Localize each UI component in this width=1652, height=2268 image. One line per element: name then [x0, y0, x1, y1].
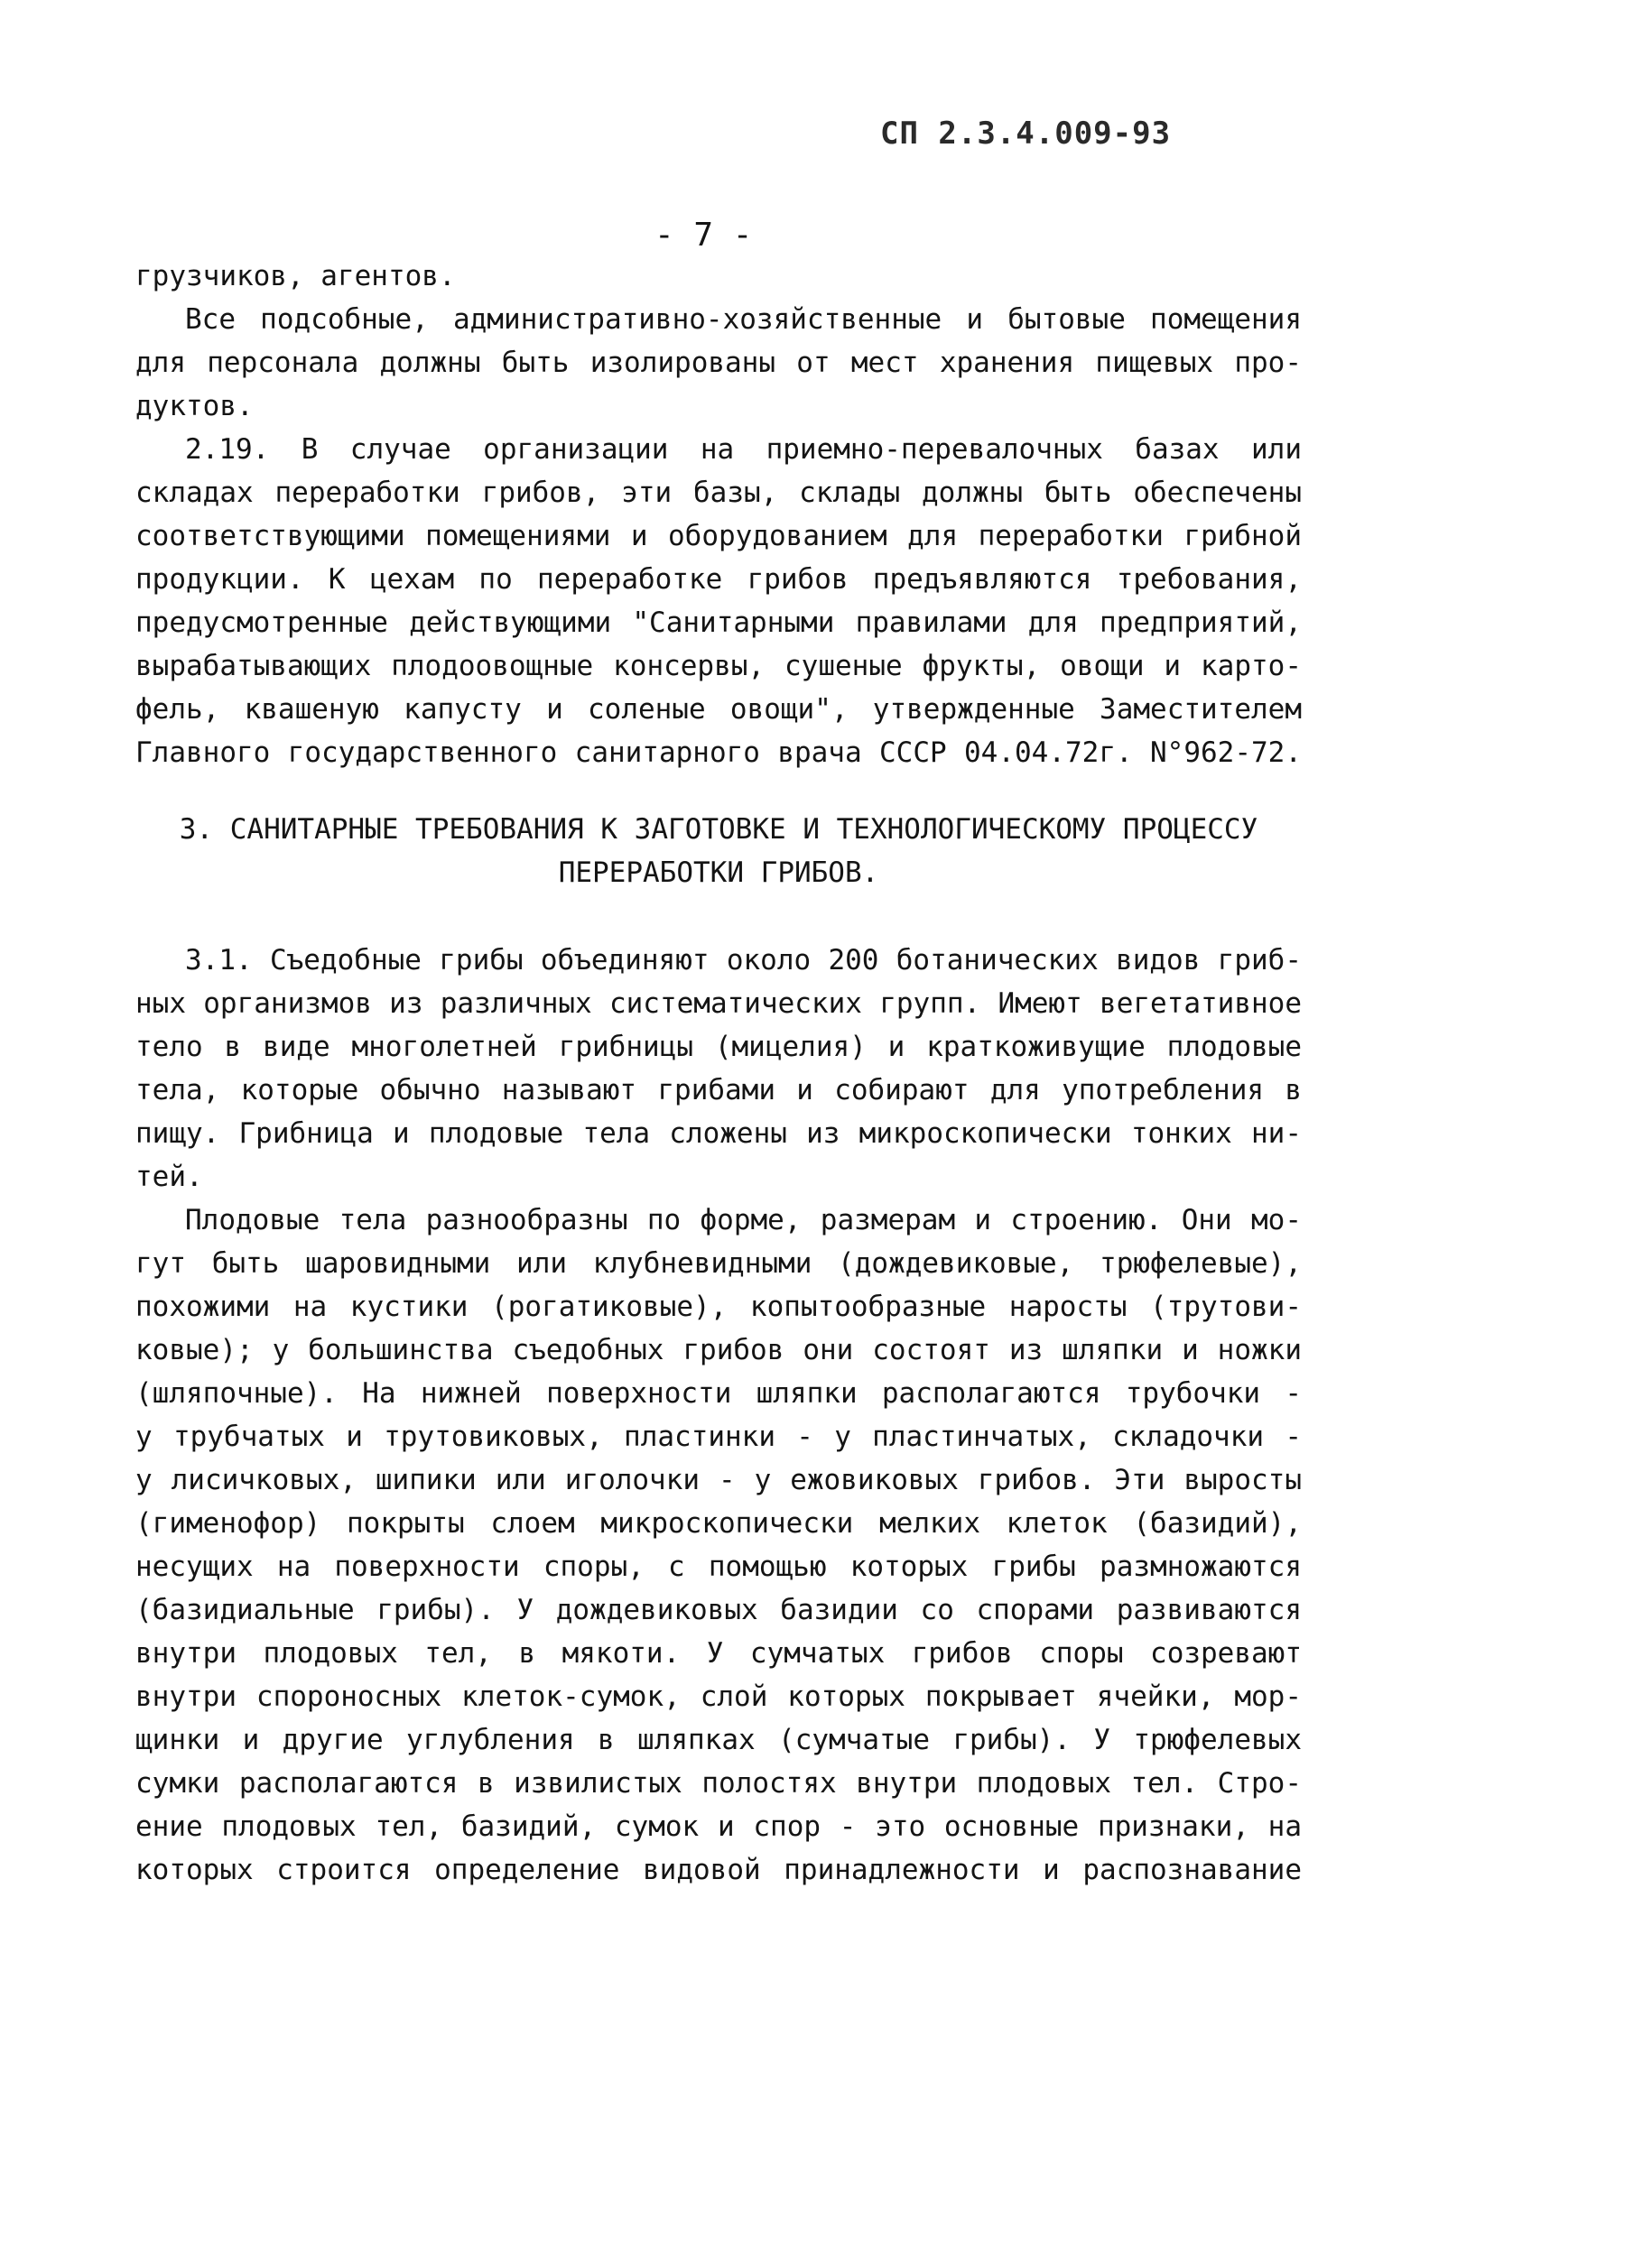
text-line: пищу. Грибница и плодовые тела сложены из микроскопически тонких ни-: [135, 1117, 1302, 1150]
text-line: фель, квашеную капусту и соленые овощи", утвержденные Заместителем: [135, 693, 1302, 726]
text-line: тей.: [135, 1161, 203, 1193]
text-line: у трубчатых и трутовиковых, пластинки - у пластинчатых, складочки -: [135, 1421, 1302, 1453]
text-line: (базидиальные грибы). У дождевиковых базидии со спорами развиваются: [135, 1594, 1302, 1626]
text-line: внутри спороносных клеток-сумок, слой которых покрывает ячейки, мор-: [135, 1680, 1302, 1713]
text-line: соответствующими помещениями и оборудованием для переработки грибной: [135, 520, 1302, 552]
text-line: ковые); у большинства съедобных грибов они состоят из шляпки и ножки: [135, 1334, 1302, 1366]
text-line: (шляпочные). На нижней поверхности шляпки располагаются трубочки -: [135, 1377, 1302, 1410]
text-line: похожими на кустики (рогатиковые), копытообразные наросты (трутови-: [135, 1291, 1302, 1323]
text-line: 3.1. Съедобные грибы объединяют около 200 ботанических видов гриб-: [185, 944, 1302, 977]
text-line: ных организмов из различных систематических групп. Имеют вегетативное: [135, 987, 1302, 1020]
text-line: вырабатывающих плодоовощные консервы, сушеные фрукты, овощи и карто-: [135, 650, 1302, 682]
text-line: 2.19. В случае организации на приемно-перевалочных базах или: [185, 433, 1302, 466]
text-line: складах переработки грибов, эти базы, склады должны быть обеспечены: [135, 477, 1302, 509]
text-line: ение плодовых тел, базидий, сумок и спор - это основные признаки, на: [135, 1810, 1302, 1843]
section-heading-continued: ПЕРЕРАБОТКИ ГРИБОВ.: [558, 856, 879, 889]
text-line: (гименофор) покрыты слоем микроскопически мелких клеток (базидий),: [135, 1507, 1302, 1540]
text-line: которых строится определение видовой принадлежности и распознавание: [135, 1854, 1302, 1886]
text-line: несущих на поверхности споры, с помощью которых грибы размножаются: [135, 1551, 1302, 1583]
text-line: дуктов.: [135, 390, 254, 422]
text-line: щинки и другие углубления в шляпках (сумчатые грибы). У трюфелевых: [135, 1724, 1302, 1756]
document-code: СП 2.3.4.009-93: [880, 116, 1172, 152]
text-line: предусмотренные действующими "Санитарными правилами для предприятий,: [135, 606, 1302, 639]
text-line: у лисичковых, шипики или иголочки - у ежовиковых грибов. Эти выросты: [135, 1464, 1302, 1496]
text-line: Плодовые тела разнообразны по форме, размерам и строению. Они мо-: [185, 1204, 1302, 1236]
page-number: - 7 -: [654, 217, 753, 254]
text-line: для персонала должны быть изолированы от мест хранения пищевых про-: [135, 347, 1302, 379]
section-heading: 3. САНИТАРНЫЕ ТРЕБОВАНИЯ К ЗАГОТОВКЕ И ТЕХНОЛОГИЧЕСКОМУ ПРОЦЕССУ: [179, 813, 1258, 846]
text-line: грузчиков, агентов.: [135, 260, 456, 292]
text-line: тело в виде многолетней грибницы (мицелия) и краткоживущие плодовые: [135, 1031, 1302, 1063]
text-line: сумки располагаются в извилистых полостях внутри плодовых тел. Стро-: [135, 1767, 1302, 1800]
text-line: тела, которые обычно называют грибами и собирают для употребления в: [135, 1074, 1302, 1106]
text-line: Главного государственного санитарного врача СССР 04.04.72г. N°962-72.: [135, 736, 1302, 769]
text-line: гут быть шаровидными или клубневидными (дождевиковые, трюфелевые),: [135, 1247, 1302, 1280]
text-line: Все подсобные, административно-хозяйственные и бытовые помещения: [185, 303, 1302, 336]
text-line: продукции. К цехам по переработке грибов предъявляются требования,: [135, 563, 1302, 596]
text-line: внутри плодовых тел, в мякоти. У сумчатых грибов споры созревают: [135, 1637, 1302, 1670]
